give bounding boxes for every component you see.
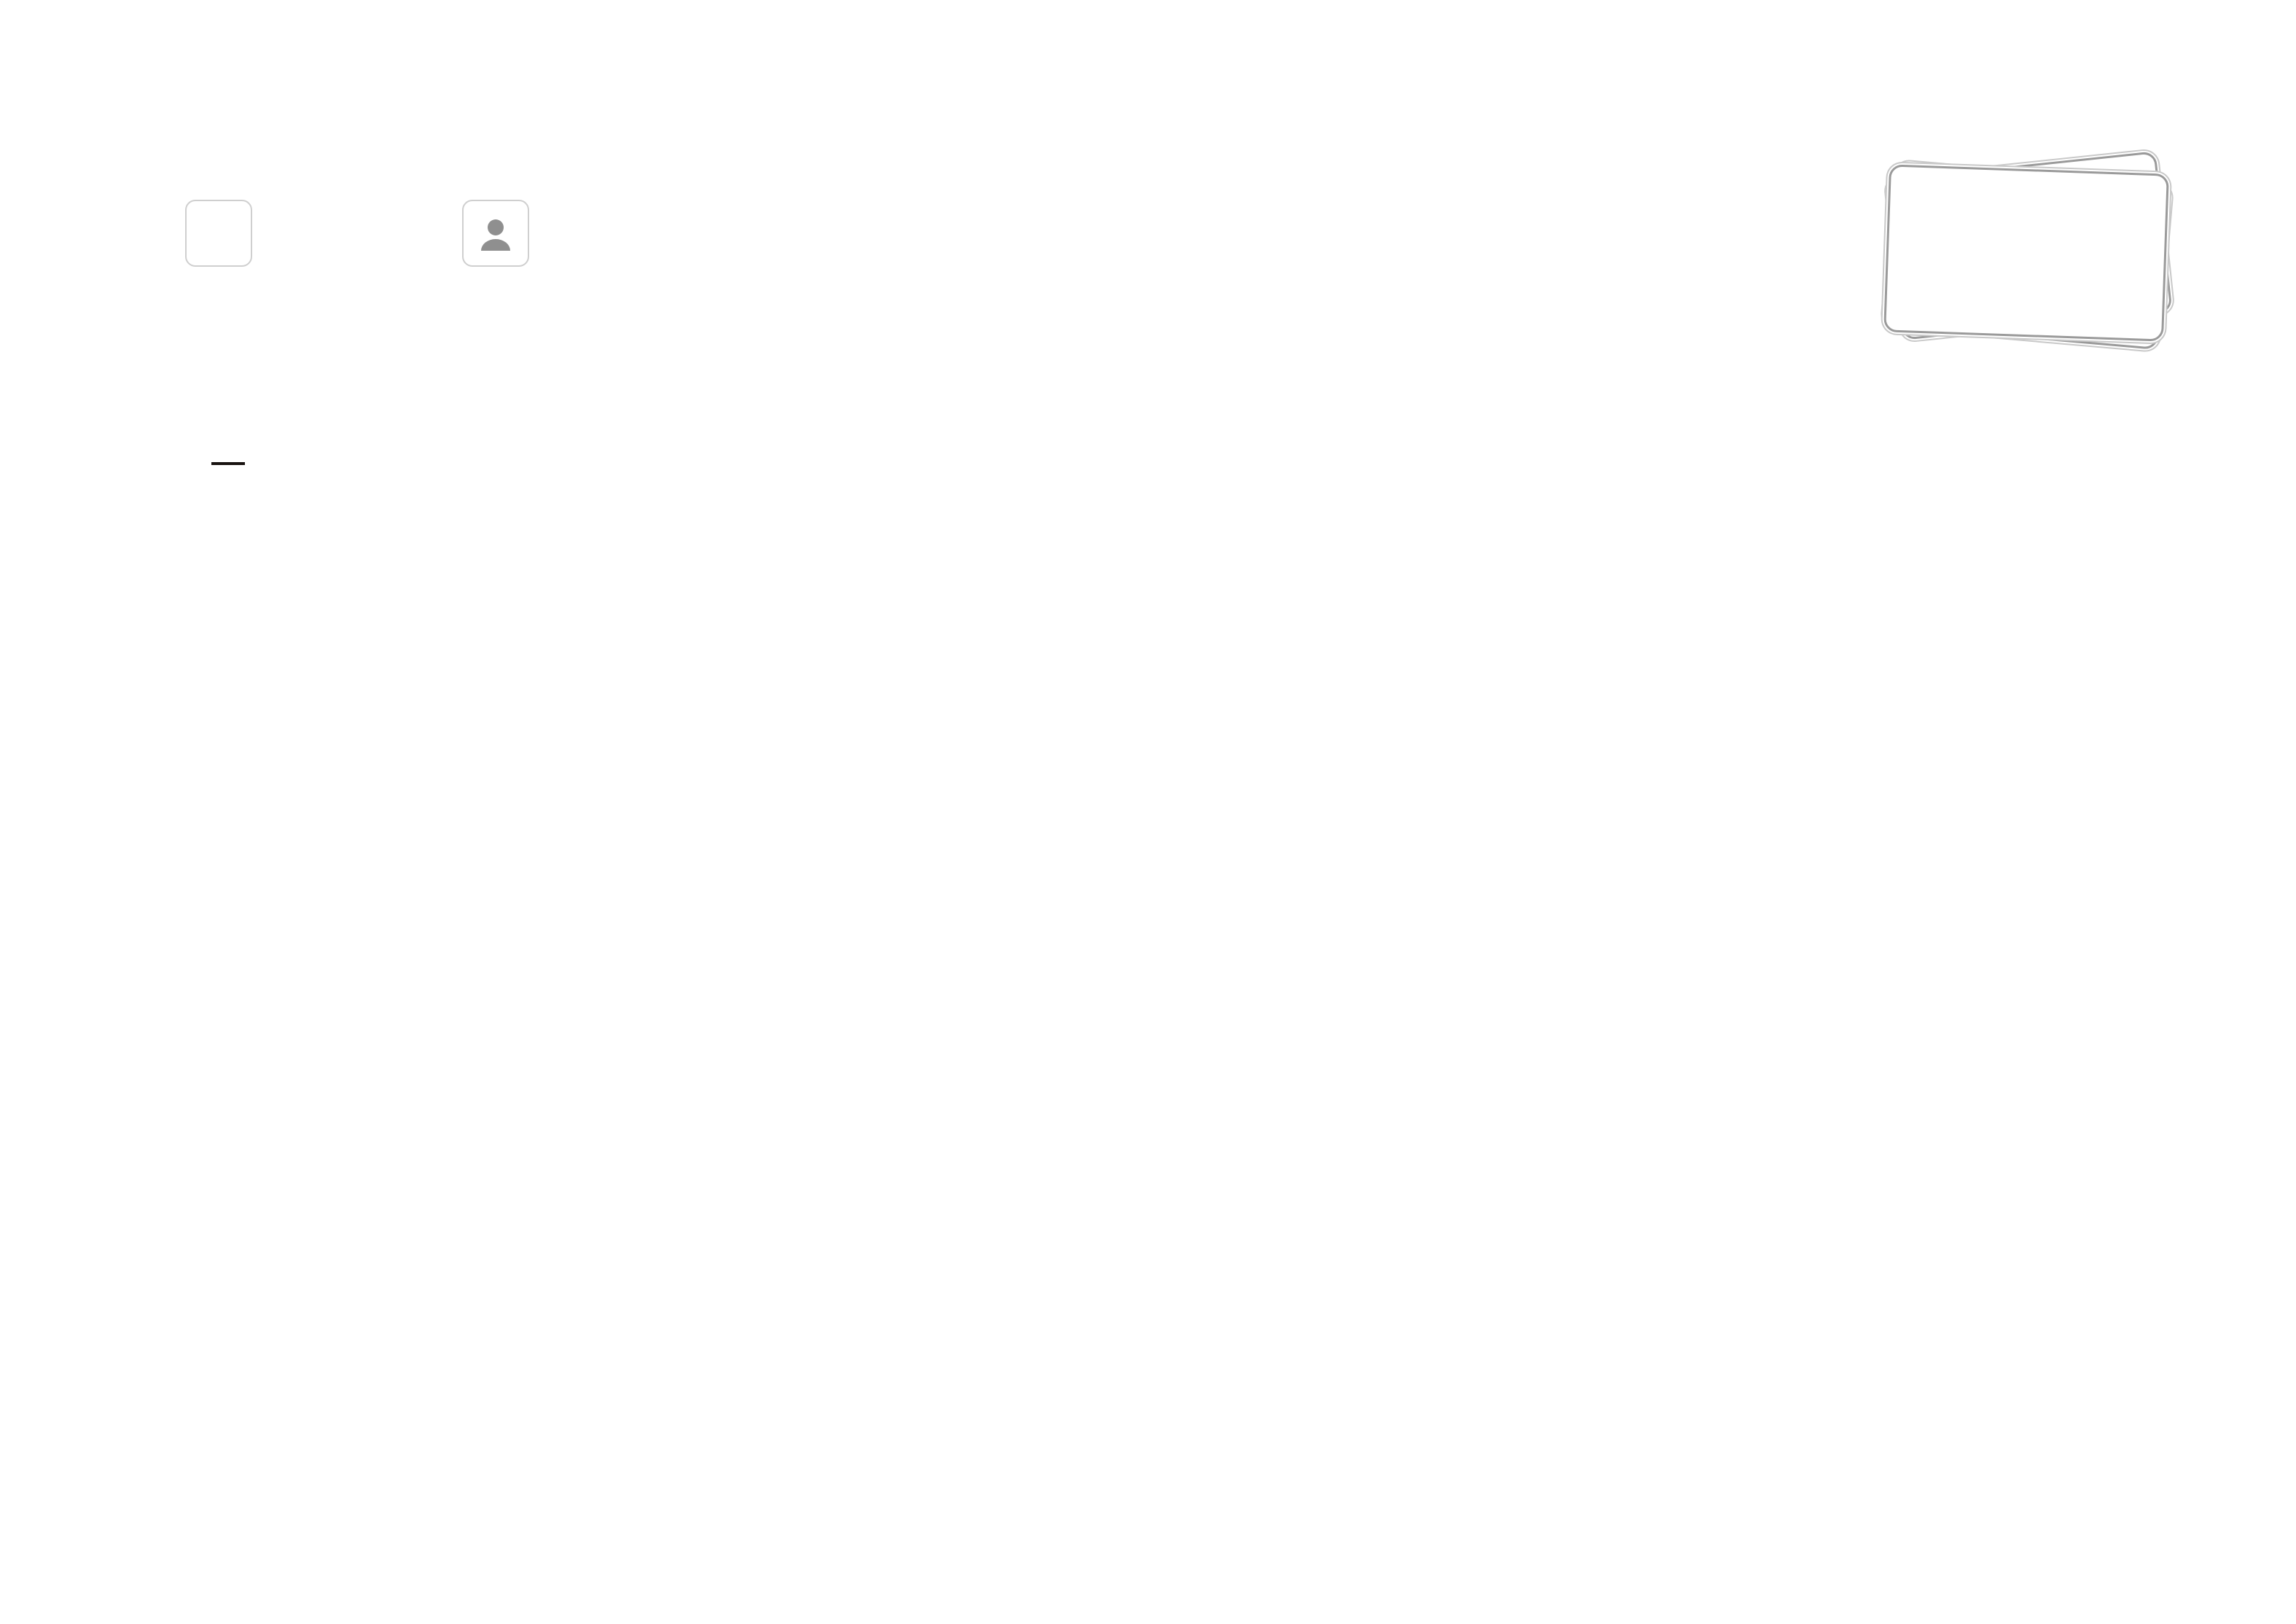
card-line1	[1891, 187, 2166, 196]
card-front	[1883, 164, 2169, 341]
contact-card-stack	[1873, 131, 2179, 379]
qr2-center-logo	[462, 200, 529, 267]
person-icon	[475, 213, 516, 254]
timesig-bar	[211, 462, 245, 465]
card-line2	[1891, 187, 2166, 196]
qr1-center-logo	[185, 200, 252, 267]
card-qq-number	[1891, 187, 2166, 196]
